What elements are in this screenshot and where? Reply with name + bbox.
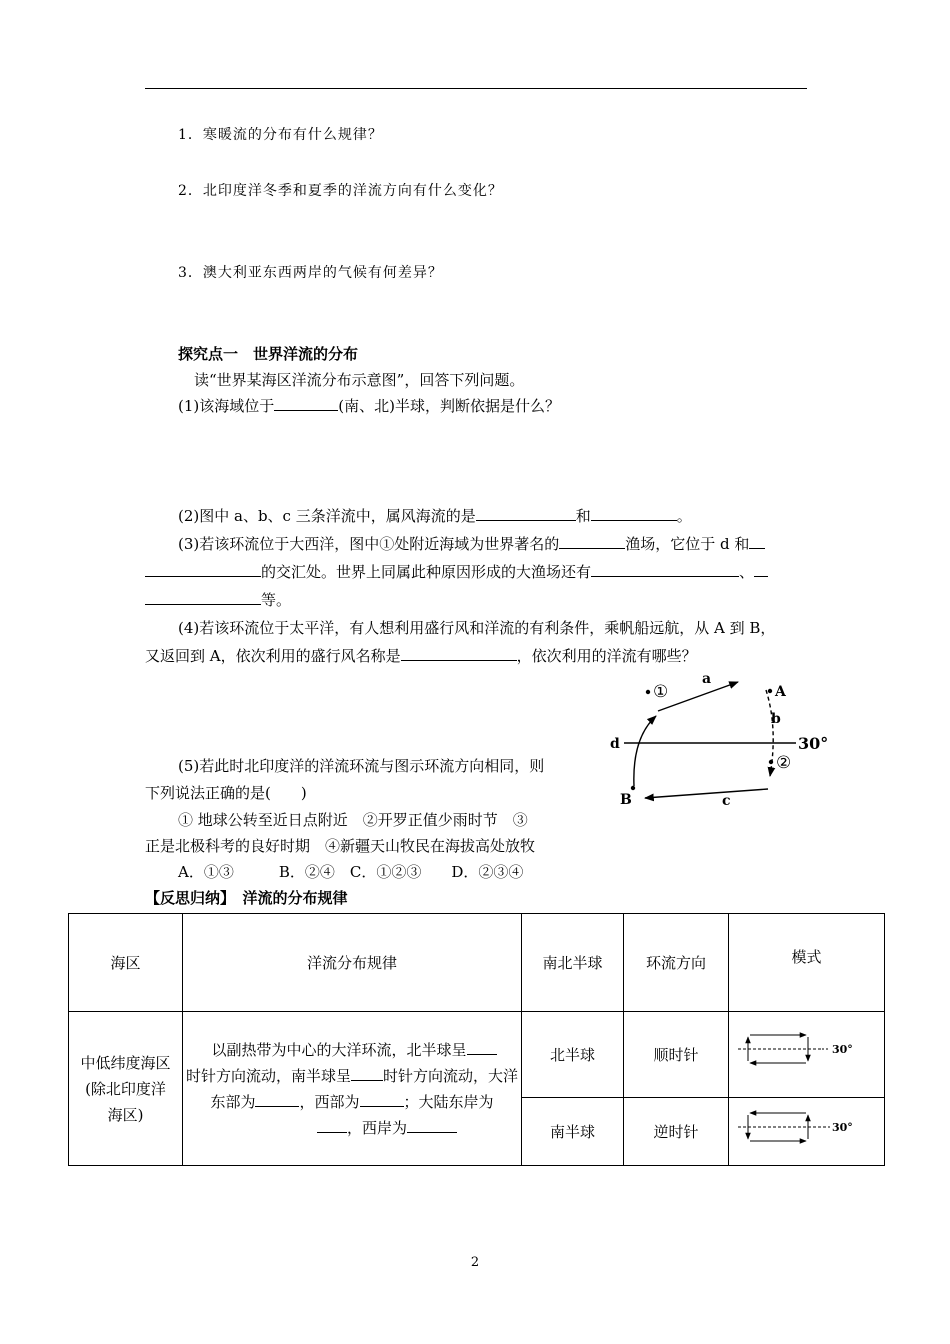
- blank[interactable]: [559, 534, 625, 549]
- page-number: 2: [470, 1255, 480, 1270]
- label-B: B: [620, 792, 632, 808]
- header-hemisphere: 南北半球: [522, 914, 624, 1012]
- item-5-options: A．①③ B．②④ C．①②③ D．②③④: [178, 863, 524, 881]
- item-2: (2)图中 a、b、c 三条洋流中，属风海流的是 和 。: [178, 507, 692, 525]
- pattern-south: [729, 1098, 885, 1166]
- blank[interactable]: [407, 1118, 457, 1133]
- blank[interactable]: [145, 590, 261, 605]
- header-rule: 洋流分布规律: [183, 914, 522, 1012]
- blank[interactable]: [467, 1040, 497, 1055]
- blank[interactable]: [401, 646, 517, 661]
- hemisphere-north: 北半球: [522, 1012, 624, 1098]
- blank[interactable]: [754, 562, 768, 577]
- label-1: ①: [653, 682, 669, 702]
- blank[interactable]: [476, 506, 576, 521]
- section-title: 探究点一 世界洋流的分布: [178, 345, 359, 363]
- clockwise-pattern-diagram: [732, 1023, 882, 1083]
- ocean-current-diagram: [600, 668, 840, 818]
- blank[interactable]: [591, 506, 677, 521]
- point-2-dot: [769, 760, 773, 764]
- blank[interactable]: [360, 1092, 404, 1107]
- current-c-arrow: [645, 789, 768, 798]
- header-direction: 环流方向: [624, 914, 729, 1012]
- blank[interactable]: [351, 1066, 383, 1081]
- blank[interactable]: [591, 562, 739, 577]
- section-intro: 读“世界某海区洋流分布示意图”，回答下列问题。: [194, 371, 525, 389]
- pattern-north: [729, 1012, 885, 1098]
- label-c: c: [722, 793, 731, 809]
- item-5-line2: 下列说法正确的是( ): [145, 784, 307, 802]
- blank[interactable]: [749, 534, 765, 549]
- current-a-arrow: [658, 682, 738, 711]
- item-3-line2: 的交汇处。世界上同属此种原因形成的大渔场还有 、: [145, 561, 768, 582]
- label-a: a: [702, 671, 712, 687]
- pattern-lat-label: 30°: [831, 1042, 853, 1056]
- blank[interactable]: [317, 1118, 347, 1133]
- header-pattern: 模式: [729, 914, 885, 1012]
- label-b: b: [771, 711, 781, 727]
- item-5-line4: 正是北极科考的良好时期 ④新疆天山牧民在海拔高处放牧: [145, 837, 536, 855]
- label-A: A: [775, 684, 786, 700]
- blank[interactable]: [145, 562, 261, 577]
- blank[interactable]: [274, 396, 338, 411]
- table-header-row: [69, 914, 885, 1012]
- counterclockwise-pattern-diagram: [732, 1105, 882, 1155]
- label-d: d: [610, 736, 620, 752]
- pattern-lat-label: 30°: [831, 1120, 853, 1134]
- item-3-line1: (3)若该环流位于大西洋，图中①处附近海域为世界著名的 渔场，它位于 d 和: [178, 533, 765, 554]
- label-30: 30°: [798, 734, 829, 753]
- point-A-dot: [768, 689, 772, 693]
- label-2: ②: [776, 753, 792, 773]
- item-3-line3: 等。: [145, 589, 291, 610]
- item-4-line2: 又返回到 A，依次利用的盛行风名称是 ，依次利用的洋流有哪些？: [145, 647, 697, 665]
- hemisphere-south: 南半球: [522, 1098, 624, 1166]
- question-3: 3．澳大利亚东西两岸的气候有何差异？: [178, 265, 443, 281]
- header-rule: [145, 88, 807, 89]
- current-d-arrow: [634, 716, 656, 786]
- table-row: [69, 1012, 885, 1098]
- item-1: (1)该海域位于 (南、北)半球，判断依据是什么？: [178, 397, 560, 415]
- direction-counterclockwise: 逆时针: [624, 1098, 729, 1166]
- point-B-dot: [631, 786, 635, 790]
- point-1-dot: [646, 690, 650, 694]
- question-1: 1．寒暖流的分布有什么规律？: [178, 127, 383, 143]
- direction-clockwise: 顺时针: [624, 1012, 729, 1098]
- question-2: 2．北印度洋冬季和夏季的洋流方向有什么变化？: [178, 183, 503, 199]
- item-5-line1: (5)若此时北印度洋的洋流环流与图示环流方向相同，则: [178, 757, 545, 775]
- header-region: 海区: [69, 914, 183, 1012]
- rule-cell: 以副热带为中心的大洋环流，北半球呈 时针方向流动，南半球呈 时针方向流动，大洋东部为 ，西部为 ；大陆东岸为 ，西岸为: [183, 1012, 522, 1166]
- reflection-title: 【反思归纳】 洋流的分布规律: [145, 889, 348, 907]
- summary-table: [68, 913, 885, 1166]
- blank[interactable]: [255, 1092, 299, 1107]
- item-4-line1: (4)若该环流位于太平洋，有人想利用盛行风和洋流的有利条件，乘帆船远航，从 A 到 B，: [178, 619, 776, 637]
- item-5-line3: ① 地球公转至近日点附近 ②开罗正值少雨时节 ③: [178, 811, 528, 829]
- region-cell: 中低纬度海区(除北印度洋海区): [69, 1012, 183, 1166]
